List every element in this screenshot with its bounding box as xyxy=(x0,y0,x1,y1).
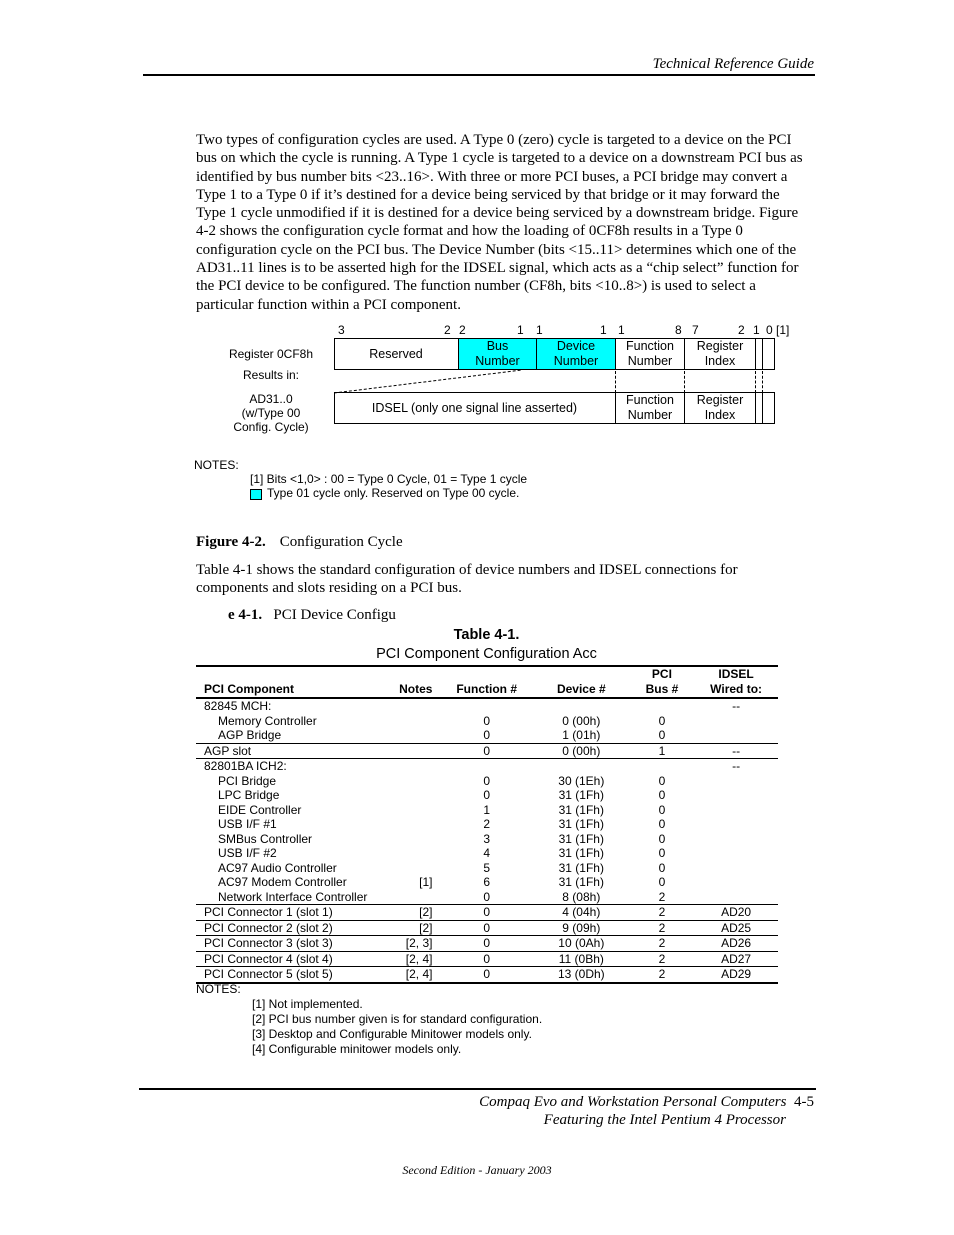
cell-line: -- xyxy=(732,743,741,758)
cell-line: [2, 4] xyxy=(405,951,433,966)
cell-line: 0 xyxy=(483,788,491,802)
header-function: Function # xyxy=(456,681,518,696)
cell-line: 82801BA ICH2: xyxy=(204,759,287,773)
cell-line: 0 (00h) xyxy=(562,743,601,758)
results-in-label: Results in: xyxy=(242,368,300,382)
table-cell-idsel xyxy=(694,743,778,759)
truncated-table-caption: e 4-1. PCI Device Configu xyxy=(228,607,396,623)
table-cell-idsel xyxy=(694,759,778,905)
header-device: Device # xyxy=(556,681,606,696)
cell-line: EIDE Controller xyxy=(218,802,302,817)
bit-label: 1 xyxy=(536,323,543,337)
cell-line: 0 xyxy=(658,846,666,860)
cell-line: 2 xyxy=(658,920,666,935)
cell-line: PCI Connector 5 (slot 5) xyxy=(204,967,333,981)
cell-line: AC97 Audio Controller xyxy=(218,860,337,875)
cell-line: 0 xyxy=(658,788,666,802)
table-row xyxy=(196,759,778,905)
table-cell-component xyxy=(196,967,373,983)
table-cell-component xyxy=(196,936,373,952)
table-cell-notes xyxy=(373,743,441,759)
cell-line: 0 xyxy=(483,743,491,758)
edition-note: Second Edition - January 2003 xyxy=(402,1163,552,1177)
table-cell-function xyxy=(440,967,532,983)
table-cell-function xyxy=(440,951,532,967)
cell-line: LPC Bridge xyxy=(218,788,280,802)
table-cell-device xyxy=(533,951,630,967)
cell-line xyxy=(377,759,433,774)
cell-line: AC97 Modem Controller xyxy=(218,875,347,889)
cell-line xyxy=(698,846,774,861)
cell-line xyxy=(444,699,528,714)
table-cell-bus xyxy=(630,967,694,983)
bit-label: 8 xyxy=(675,323,682,337)
intro-paragraph: Two types of configuration cycles are used. A Type 0 (zero) cycle is targeted to a device on the PCI bus on which the cycle is running. A Type 1 cycle is targeted to a device on a downstream PCI bus as identified by bus number bits <23..16>. With three or more PCI buses, a PCI bridge may convert a Type 1 to a Type 0 if it’s destined for a device being serviced by that bridge or it may forward the Type 1 cycle unmodified if it is destined for a device being serviced by a downstream bridge. Figure 4-2 shows the configuration cycle format and how the loading of 0CF8h results in a Type 0 configuration cycle on the PCI bus. The Device Number (bits <15..11> determines which one of the AD31..11 lines is to be asserted high for the IDSEL signal, which acts as a “chip select” function for the PCI device to be configured. The function number (CF8h, bits <10..8>) is used to select a particular function within a PCI component. xyxy=(196,132,803,313)
cell-line: 31 (1Fh) xyxy=(558,817,604,831)
cell-line: 3 xyxy=(483,831,491,846)
bit-label: [1] xyxy=(776,323,790,337)
table-row xyxy=(196,920,778,936)
table-note: [3] Desktop and Configurable Minitower models only. xyxy=(252,1027,532,1041)
cell-line xyxy=(698,861,774,876)
cell-line: AD29 xyxy=(721,967,752,981)
cell-line xyxy=(444,759,528,774)
table-cell-component xyxy=(196,920,373,936)
cell-line xyxy=(377,861,433,876)
footer-rule xyxy=(139,1088,816,1090)
cell-line: USB I/F #2 xyxy=(218,846,277,860)
cell-line: 13 (0Dh) xyxy=(557,967,605,981)
cell-line xyxy=(698,817,774,832)
cell-line: 0 xyxy=(483,936,491,950)
cell-line: PCI Bridge xyxy=(218,773,277,788)
cell-line: 8 (08h) xyxy=(562,889,601,904)
table-note: [2] PCI bus number given is for standard configuration. xyxy=(252,1012,543,1026)
cell-line: AD20 xyxy=(721,905,752,919)
cell-line: AD27 xyxy=(721,951,752,966)
table-cell-bus xyxy=(630,743,694,759)
register-0cf8h-label: Register 0CF8h xyxy=(228,347,314,361)
cell-line: AD26 xyxy=(721,936,752,950)
cell-line xyxy=(377,846,433,861)
device-number-field: Device Number xyxy=(536,339,615,369)
table-subtitle: PCI Component Configuration Acc xyxy=(376,646,597,662)
table-note: [1] Not implemented. xyxy=(252,997,363,1011)
cell-line: 2 xyxy=(483,817,491,831)
table-cell-notes xyxy=(373,920,441,936)
table-cell-notes xyxy=(373,759,441,905)
header-pci-component: PCI Component xyxy=(204,681,294,696)
table-cell-device xyxy=(533,967,630,983)
header-pci-bus: PCI Bus # xyxy=(645,667,679,696)
table-title: Table 4-1. xyxy=(453,627,520,643)
bit-label: 2 xyxy=(738,323,745,337)
cell-line xyxy=(377,744,433,759)
bit-mapping-lines xyxy=(330,365,790,395)
cell-line: 0 xyxy=(658,817,666,831)
table-cell-device xyxy=(533,936,630,952)
cell-line: 1 (01h) xyxy=(562,728,601,742)
cell-line: 2 xyxy=(658,936,666,950)
bit-label: 0 xyxy=(766,323,773,337)
cell-line xyxy=(698,714,774,729)
figure-notes-title: NOTES: xyxy=(194,458,239,472)
cell-line: 82845 MCH: xyxy=(204,699,272,713)
table-note: [4] Configurable minitower models only. xyxy=(252,1042,462,1056)
bit-label: 1 xyxy=(753,323,760,337)
cell-line: 31 (1Fh) xyxy=(558,875,604,889)
table-cell-notes xyxy=(373,936,441,952)
bit-label: 3 xyxy=(338,323,345,337)
cell-line: -- xyxy=(732,699,741,713)
cell-line: 2 xyxy=(658,905,666,919)
bit-label: 1 xyxy=(600,323,607,337)
cell-line xyxy=(537,699,626,714)
cell-line: 0 xyxy=(658,875,666,889)
cell-line: 31 (1Fh) xyxy=(558,802,604,817)
footer-book-title: Compaq Evo and Workstation Personal Computers 4-5 xyxy=(479,1094,814,1110)
table-cell-component xyxy=(196,951,373,967)
cell-line xyxy=(377,728,433,743)
cell-line: 4 xyxy=(483,846,491,860)
table-cell-idsel xyxy=(694,905,778,921)
cell-line: 31 (1Fh) xyxy=(558,846,604,860)
cell-line xyxy=(698,890,774,905)
table-cell-bus xyxy=(630,698,694,743)
figure-caption: Figure 4-2. Configuration Cycle xyxy=(196,534,403,550)
table-cell-component xyxy=(196,698,373,743)
cell-line: 0 xyxy=(658,728,666,742)
table-cell-component xyxy=(196,905,373,921)
cell-line: 1 xyxy=(483,802,491,817)
cell-line: [2, 3] xyxy=(405,936,433,950)
bit-label: 7 xyxy=(692,323,699,337)
pci-component-table xyxy=(196,665,778,984)
cell-line: 2 xyxy=(658,889,666,904)
table-row xyxy=(196,951,778,967)
figure-note-1: [1] Bits <1,0> : 00 = Type 0 Cycle, 01 = Type 1 cycle xyxy=(250,472,528,486)
function-number-field: Function Number xyxy=(615,338,684,370)
bit-label: 2 xyxy=(444,323,451,337)
cell-line: SMBus Controller xyxy=(218,831,313,846)
cell-line: 0 xyxy=(658,713,666,728)
cell-line xyxy=(537,759,626,774)
cell-line xyxy=(698,803,774,818)
table-cell-component xyxy=(196,759,373,905)
cell-line: 0 xyxy=(483,728,491,742)
register-index-field-2: Register Index xyxy=(684,392,755,424)
table-header-row xyxy=(196,666,778,698)
cell-line: 0 xyxy=(658,773,666,788)
table-cell-notes xyxy=(373,905,441,921)
cell-line: 2 xyxy=(658,967,666,981)
bus-number-field: Bus Number xyxy=(458,339,536,369)
cell-line: 0 xyxy=(483,713,491,728)
table-row xyxy=(196,967,778,983)
table-cell-function xyxy=(440,905,532,921)
cell-line: AGP slot xyxy=(204,743,252,758)
config-cycle-figure xyxy=(0,0,954,520)
cell-line: 10 (0Ah) xyxy=(558,936,605,950)
cell-line xyxy=(377,714,433,729)
ad31-label: AD31..0 (w/Type 00 Config. Cycle) xyxy=(233,392,309,434)
cell-line: 0 xyxy=(483,773,491,788)
dashed-guide xyxy=(755,371,756,393)
table-cell-idsel xyxy=(694,698,778,743)
figure-note-2: Type 01 cycle only. Reserved on Type 00 cycle. xyxy=(267,486,520,500)
cell-line: AGP Bridge xyxy=(218,728,282,742)
table-cell-component xyxy=(196,743,373,759)
cell-line xyxy=(377,890,433,905)
field-divider xyxy=(762,392,763,424)
cell-line: 1 xyxy=(658,743,666,758)
running-header-title: Technical Reference Guide xyxy=(652,56,814,72)
cell-line xyxy=(377,699,433,714)
cell-line: -- xyxy=(732,759,741,773)
dashed-guide xyxy=(762,371,763,393)
bit-label: 1 xyxy=(618,323,625,337)
cyan-legend-swatch xyxy=(250,489,262,500)
table-row xyxy=(196,698,778,743)
cell-line: [2] xyxy=(419,920,433,935)
cell-line: [2] xyxy=(419,905,433,919)
cell-line: 0 xyxy=(483,967,491,981)
table-cell-bus xyxy=(630,936,694,952)
cell-line: 0 xyxy=(483,905,491,919)
table-notes-title: NOTES: xyxy=(196,982,241,996)
page-number: 4-5 xyxy=(794,1094,814,1110)
table-cell-function xyxy=(440,743,532,759)
bit-label: 1 xyxy=(517,323,524,337)
footer-subtitle: Featuring the Intel Pentium 4 Processor xyxy=(543,1112,786,1128)
cell-line: 11 (0Bh) xyxy=(558,951,604,966)
cell-line: 0 xyxy=(658,802,666,817)
cell-line: AD25 xyxy=(721,920,752,935)
cell-line: 31 (1Fh) xyxy=(558,788,604,802)
cell-line xyxy=(634,759,690,774)
cell-line xyxy=(698,788,774,803)
table-cell-idsel xyxy=(694,920,778,936)
cell-line: 31 (1Fh) xyxy=(558,831,604,846)
cell-line: 4 (04h) xyxy=(562,905,601,919)
cell-line: 2 xyxy=(658,951,666,966)
cell-line xyxy=(377,774,433,789)
table-row xyxy=(196,743,778,759)
cell-line: Memory Controller xyxy=(218,713,317,728)
cell-line: 0 xyxy=(483,951,491,966)
cell-line xyxy=(698,728,774,743)
cell-line: 0 (00h) xyxy=(562,713,601,728)
header-idsel: IDSEL Wired to: xyxy=(710,667,763,696)
cell-line: 5 xyxy=(483,860,491,875)
table-cell-idsel xyxy=(694,967,778,983)
cell-line xyxy=(377,803,433,818)
cell-line xyxy=(634,699,690,714)
table-cell-function xyxy=(440,920,532,936)
table-cell-device xyxy=(533,759,630,905)
table-cell-function xyxy=(440,759,532,905)
cell-line xyxy=(377,788,433,803)
table-row xyxy=(196,936,778,952)
cell-line: PCI Connector 2 (slot 2) xyxy=(204,920,333,935)
cell-line xyxy=(377,817,433,832)
cell-line: [2, 4] xyxy=(405,967,433,981)
cell-line xyxy=(377,832,433,847)
cell-line: 0 xyxy=(483,889,491,904)
cell-line xyxy=(698,875,774,890)
table-cell-device xyxy=(533,743,630,759)
table-cell-notes xyxy=(373,951,441,967)
register-index-field: Register Index xyxy=(684,338,755,370)
table-cell-idsel xyxy=(694,936,778,952)
header-notes: Notes xyxy=(399,681,433,696)
bit-label: 2 xyxy=(459,323,466,337)
table-notes xyxy=(196,982,542,1057)
table-cell-idsel xyxy=(694,951,778,967)
table-cell-notes xyxy=(373,967,441,983)
cell-line: PCI Connector 4 (slot 4) xyxy=(204,951,333,966)
cell-line: 6 xyxy=(483,875,491,889)
table-cell-device xyxy=(533,905,630,921)
table-cell-function xyxy=(440,936,532,952)
cell-line: [1] xyxy=(419,875,433,889)
table-row xyxy=(196,905,778,921)
cell-line: 31 (1Fh) xyxy=(558,860,604,875)
cell-line: Network Interface Controller xyxy=(218,889,368,904)
reserved-field: Reserved xyxy=(369,346,423,361)
field-divider xyxy=(755,392,756,424)
cell-line: USB I/F #1 xyxy=(218,817,277,831)
table-cell-function xyxy=(440,698,532,743)
cell-line xyxy=(698,832,774,847)
cell-line xyxy=(698,774,774,789)
cell-line: 9 (09h) xyxy=(562,920,601,935)
table-cell-bus xyxy=(630,905,694,921)
table-cell-notes xyxy=(373,698,441,743)
cell-line: PCI Connector 1 (slot 1) xyxy=(204,905,333,919)
cell-line: 0 xyxy=(483,920,491,935)
table-cell-bus xyxy=(630,920,694,936)
dashed-guide xyxy=(684,371,685,393)
function-number-field-2: Function Number xyxy=(615,392,684,424)
table-cell-device xyxy=(533,920,630,936)
table-cell-bus xyxy=(630,759,694,905)
cell-line: 0 xyxy=(658,831,666,846)
table-cell-device xyxy=(533,698,630,743)
dashed-guide xyxy=(615,371,616,393)
table-cell-bus xyxy=(630,951,694,967)
table-intro-paragraph: Table 4-1 shows the standard configuration of device numbers and IDSEL connections for components and slots residing on a PCI bus. xyxy=(196,562,738,597)
cell-line: PCI Connector 3 (slot 3) xyxy=(204,936,333,950)
idsel-field: IDSEL (only one signal line asserted) xyxy=(371,400,578,415)
cell-line: 0 xyxy=(658,860,666,875)
cell-line: 30 (1Eh) xyxy=(558,773,605,788)
